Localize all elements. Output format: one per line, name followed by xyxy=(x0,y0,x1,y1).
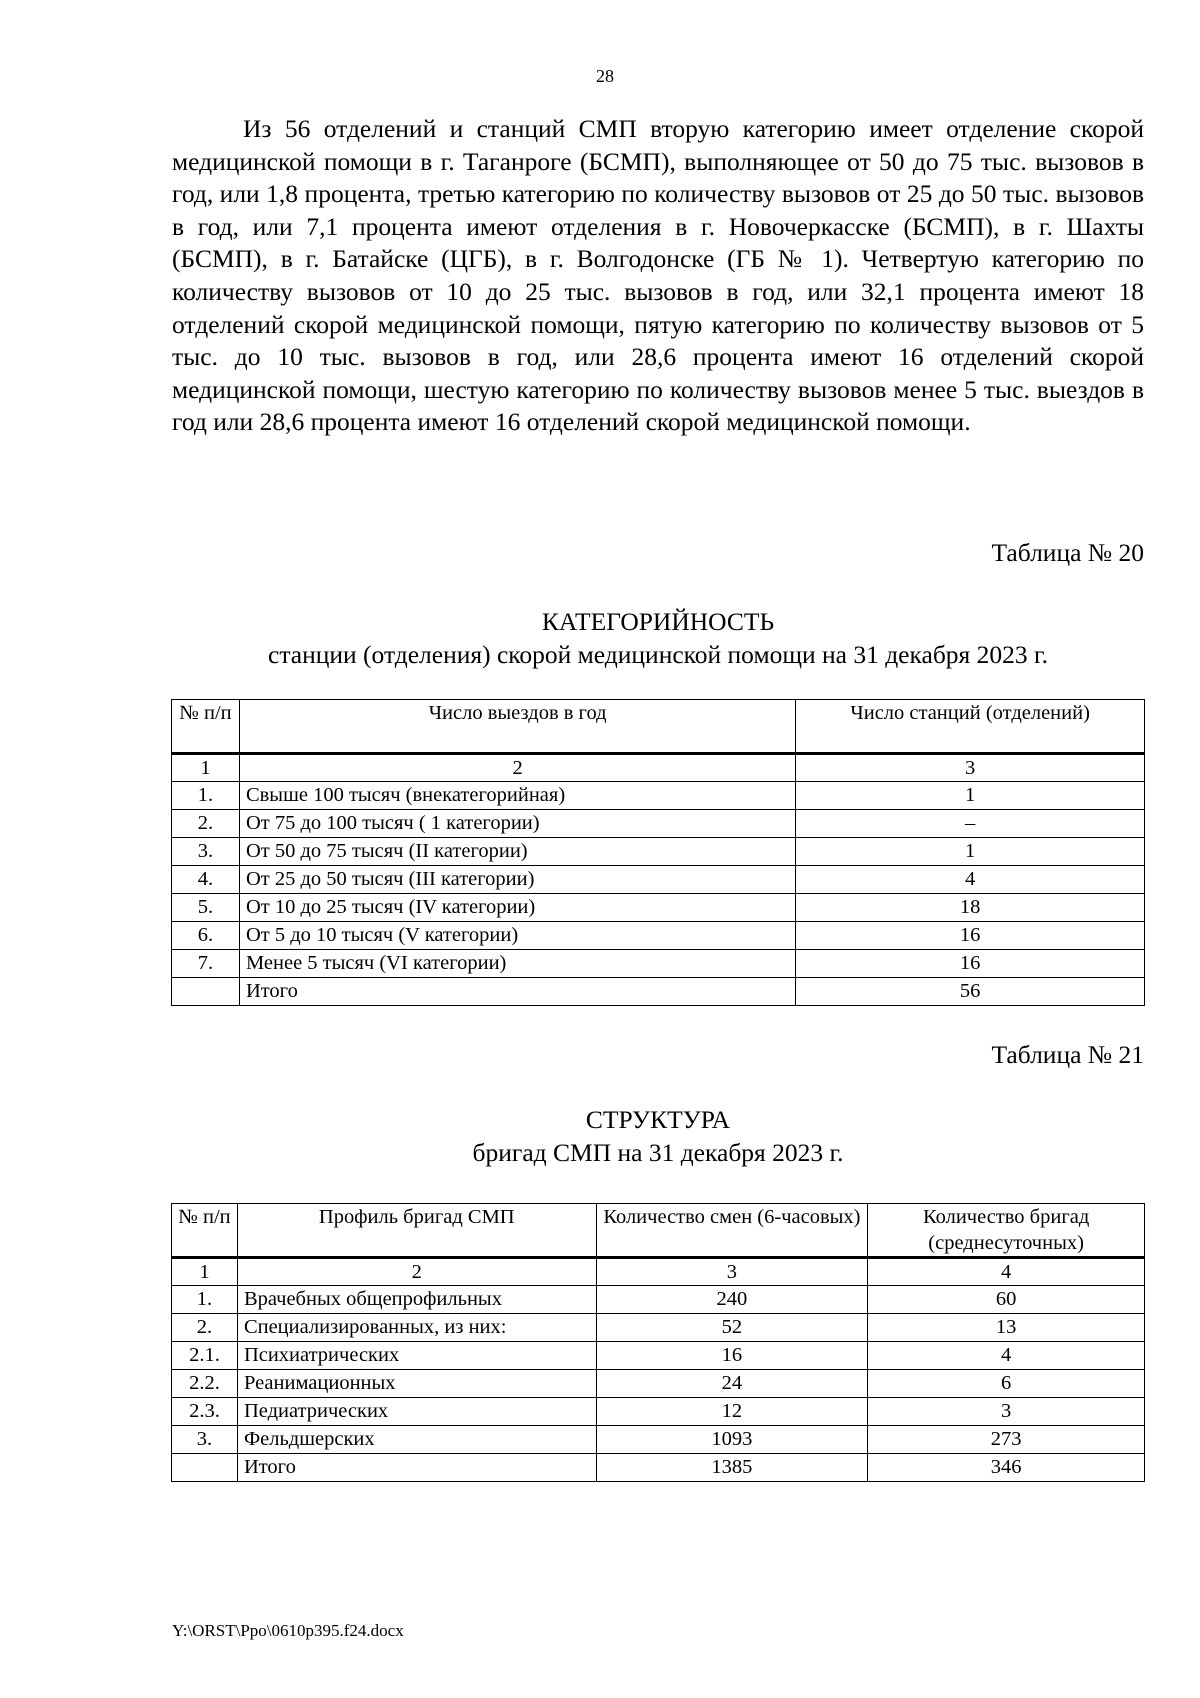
row-label: Психиатрических xyxy=(237,1342,596,1370)
table-row xyxy=(172,782,1145,810)
file-path-footer: Y:\ORST\Ppo\0610p395.f24.docx xyxy=(172,1621,404,1640)
table-header-row xyxy=(172,700,1145,754)
column-number-cell: 3 xyxy=(596,1258,868,1286)
row-teams: 3 xyxy=(868,1398,1145,1426)
table-20-title: КАТЕГОРИЙНОСТЬ xyxy=(541,607,775,636)
column-number-cell: 2 xyxy=(239,754,795,782)
row-number: 2. xyxy=(172,1314,238,1342)
row-shifts: 52 xyxy=(596,1314,868,1342)
row-label: От 5 до 10 тысяч (V категории) xyxy=(239,922,795,950)
row-teams: 346 xyxy=(868,1454,1145,1482)
page-number: 28 xyxy=(596,66,614,86)
row-label: Педиатрических xyxy=(237,1398,596,1426)
row-number xyxy=(172,978,240,1006)
header-cell: № п/п xyxy=(172,1204,238,1258)
row-value: 16 xyxy=(796,922,1145,950)
brigades-table xyxy=(171,1203,1145,1482)
row-teams: 4 xyxy=(868,1342,1145,1370)
row-label: От 25 до 50 тысяч (III категории) xyxy=(239,866,795,894)
row-label: Фельдшерских xyxy=(237,1426,596,1454)
column-number-cell: 3 xyxy=(796,754,1145,782)
row-value: 16 xyxy=(796,950,1145,978)
row-number: 2.1. xyxy=(172,1342,238,1370)
table-21-number: Таблица № 21 xyxy=(991,1040,1144,1069)
body-paragraph: Из 56 отделений и станций СМП вторую категорию имеет отделение скорой медицинской помощи в г. Таганроге (БСМП), выполняющее от 50 до 75 тыс. вызовов в год, или 1,8 процента, третью категорию по количеству вызовов от 25 до 50 тыс. вызовов в год, или 7,1 процента имеют отделения в г. Новочеркасске (БСМП), в г. Шахты (БСМП), в г. Батайске (ЦГБ), в г. Волгодонске (ГБ № 1). Четвертую категорию по количеству вызовов от 10 до 25 тыс. вызовов в год, или 32,1 процента имеют 18 отделений скорой медицинской помощи, пятую категорию по количеству вызовов от 5 тыс. до 10 тыс. вызовов в год, или 28,6 процента имеют 16 отделений скорой медицинской помощи, шестую категорию по количеству вызовов менее 5 тыс. выездов в год или 28,6 процента имеют 16 отделений скорой медицинской помощи. xyxy=(172,114,1144,437)
row-teams: 273 xyxy=(868,1426,1145,1454)
column-number-row xyxy=(172,754,1145,782)
row-teams: 13 xyxy=(868,1314,1145,1342)
table-row xyxy=(172,1370,1145,1398)
row-value: – xyxy=(796,810,1145,838)
row-number: 6. xyxy=(172,922,240,950)
row-value: 18 xyxy=(796,894,1145,922)
row-value: 1 xyxy=(796,838,1145,866)
row-shifts: 1093 xyxy=(596,1426,868,1454)
row-label: Итого xyxy=(239,978,795,1006)
row-teams: 60 xyxy=(868,1286,1145,1314)
total-row xyxy=(172,978,1145,1006)
row-shifts: 24 xyxy=(596,1370,868,1398)
row-label: Врачебных общепрофильных xyxy=(237,1286,596,1314)
table-row xyxy=(172,1398,1145,1426)
table-row xyxy=(172,1426,1145,1454)
column-number-cell: 1 xyxy=(172,1258,238,1286)
table-20-number: Таблица № 20 xyxy=(991,538,1144,567)
header-cell: Количество смен (6-часовых) xyxy=(596,1204,868,1258)
row-shifts: 16 xyxy=(596,1342,868,1370)
row-value: 1 xyxy=(796,782,1145,810)
row-number: 4. xyxy=(172,866,240,894)
header-cell: Профиль бригад СМП xyxy=(237,1204,596,1258)
table-row xyxy=(172,894,1145,922)
header-cell: Число выездов в год xyxy=(239,700,795,754)
table-row xyxy=(172,1342,1145,1370)
row-number: 2.2. xyxy=(172,1370,238,1398)
header-cell: Число станций (отделений) xyxy=(796,700,1145,754)
row-shifts: 12 xyxy=(596,1398,868,1426)
column-number-cell: 4 xyxy=(868,1258,1145,1286)
table-21-heading xyxy=(170,1103,1146,1169)
row-label: Менее 5 тысяч (VI категории) xyxy=(239,950,795,978)
row-number: 3. xyxy=(172,1426,238,1454)
table-20-heading xyxy=(170,605,1146,671)
column-number-cell: 2 xyxy=(237,1258,596,1286)
row-label: От 10 до 25 тысяч (IV категории) xyxy=(239,894,795,922)
categories-table xyxy=(171,699,1145,1006)
header-cell: Количество бригад (среднесуточных) xyxy=(868,1204,1145,1258)
row-label: Специализированных, из них: xyxy=(237,1314,596,1342)
table-21-subtitle: бригад СМП на 31 декабря 2023 г. xyxy=(472,1138,844,1167)
table-row xyxy=(172,922,1145,950)
row-label: Свыше 100 тысяч (внекатегорийная) xyxy=(239,782,795,810)
row-shifts: 240 xyxy=(596,1286,868,1314)
row-label: От 75 до 100 тысяч ( 1 категории) xyxy=(239,810,795,838)
row-number: 7. xyxy=(172,950,240,978)
column-number-cell: 1 xyxy=(172,754,240,782)
row-number: 1. xyxy=(172,782,240,810)
row-label: От 50 до 75 тысяч (II категории) xyxy=(239,838,795,866)
row-number: 2. xyxy=(172,810,240,838)
table-row xyxy=(172,810,1145,838)
table-row xyxy=(172,1286,1145,1314)
table-row xyxy=(172,1314,1145,1342)
row-teams: 6 xyxy=(868,1370,1145,1398)
row-number: 3. xyxy=(172,838,240,866)
row-shifts: 1385 xyxy=(596,1454,868,1482)
row-value: 56 xyxy=(796,978,1145,1006)
table-21-title: СТРУКТУРА xyxy=(585,1105,731,1134)
header-cell: № п/п xyxy=(172,700,240,754)
table-row xyxy=(172,950,1145,978)
table-header-row xyxy=(172,1204,1145,1258)
row-number: 1. xyxy=(172,1286,238,1314)
column-number-row xyxy=(172,1258,1145,1286)
row-value: 4 xyxy=(796,866,1145,894)
row-number xyxy=(172,1454,238,1482)
table-20-subtitle: станции (отделения) скорой медицинской помощи на 31 декабря 2023 г. xyxy=(268,640,1048,669)
row-number: 2.3. xyxy=(172,1398,238,1426)
total-row xyxy=(172,1454,1145,1482)
row-number: 5. xyxy=(172,894,240,922)
row-label: Итого xyxy=(237,1454,596,1482)
row-label: Реанимационных xyxy=(237,1370,596,1398)
table-row xyxy=(172,838,1145,866)
table-row xyxy=(172,866,1145,894)
